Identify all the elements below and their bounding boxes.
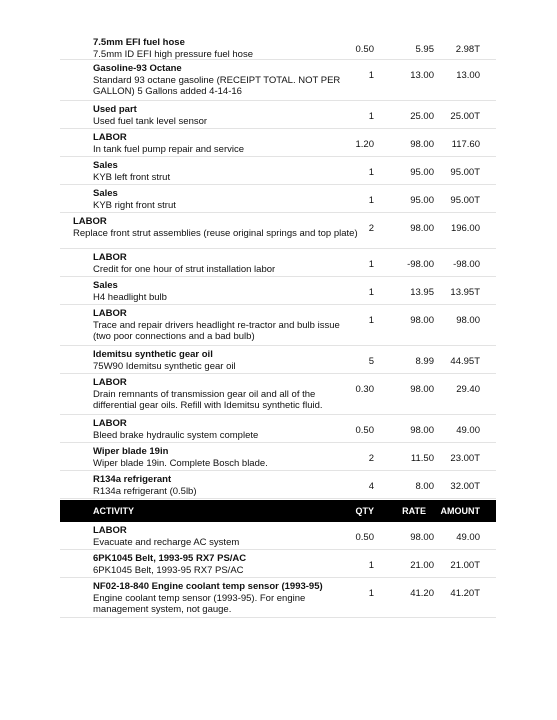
item-detail: Wiper blade 19in. Complete Bosch blade. — [93, 457, 268, 469]
table-row — [60, 522, 496, 550]
item-rate: 8.00 — [415, 481, 434, 492]
item-rate: 25.00 — [410, 111, 434, 122]
item-detail: Drain remnants of transmission gear oil and all of the differential gear oils. Refill with Idemitsu synthetic fluid. — [93, 388, 323, 411]
item-description — [93, 188, 363, 211]
item-rate: 95.00 — [410, 167, 434, 178]
item-amount: 25.00T — [450, 111, 480, 122]
item-description — [93, 349, 363, 372]
item-title: LABOR — [93, 418, 127, 429]
item-qty: 0.50 — [355, 44, 374, 55]
item-amount: 13.95T — [450, 287, 480, 298]
item-rate: 21.00 — [410, 560, 434, 571]
item-qty: 1 — [368, 70, 374, 81]
item-amount: 117.60 — [451, 139, 480, 150]
item-amount: 49.00 — [456, 425, 480, 436]
item-amount: 32.00T — [450, 481, 480, 492]
item-description — [93, 418, 363, 441]
table-row — [60, 443, 496, 471]
item-rate: 13.95 — [410, 287, 434, 298]
item-amount: 196.00 — [450, 223, 480, 234]
item-title: Sales — [93, 160, 118, 171]
item-title: 6PK1045 Belt, 1993-95 RX7 PS/AC — [93, 553, 247, 564]
item-amount: 44.95T — [450, 356, 480, 367]
item-rate: 41.20 — [410, 588, 434, 599]
item-description — [93, 63, 363, 98]
table-row — [60, 185, 496, 213]
item-rate: 98.00 — [410, 532, 434, 543]
item-amount: 95.00T — [450, 167, 480, 178]
item-detail: Evacuate and recharge AC system — [93, 536, 240, 548]
item-rate: 98.00 — [410, 425, 434, 436]
item-qty: 1 — [368, 195, 374, 206]
item-description — [93, 37, 363, 60]
item-title: LABOR — [93, 525, 127, 536]
table-row — [60, 101, 496, 129]
table-row — [60, 60, 496, 101]
item-qty: 1.20 — [355, 139, 374, 150]
item-qty: 1 — [368, 167, 374, 178]
table-row — [60, 415, 496, 443]
item-title: Used part — [93, 104, 137, 115]
item-qty: 1 — [368, 588, 374, 599]
item-detail: Credit for one hour of strut installation labor — [93, 263, 276, 275]
item-detail: Trace and repair drivers headlight re-tractor and bulb issue (two poor connections and a bad bulb) — [93, 319, 340, 342]
item-amount: 21.00T — [450, 560, 480, 571]
item-detail: Used fuel tank level sensor — [93, 115, 208, 127]
item-description — [93, 132, 363, 155]
item-detail: R134a refrigerant (0.5lb) — [93, 485, 197, 497]
column-header-amount: AMOUNT — [440, 506, 480, 516]
item-amount: 98.00 — [456, 315, 480, 326]
item-detail: Bleed brake hydraulic system complete — [93, 429, 259, 441]
item-detail: KYB left front strut — [93, 171, 171, 183]
item-title: LABOR — [73, 216, 107, 227]
item-title: Sales — [93, 188, 118, 199]
item-description — [93, 553, 363, 576]
table-row — [60, 213, 496, 249]
item-description — [93, 581, 363, 616]
item-description — [93, 525, 363, 548]
table-row — [60, 374, 496, 415]
column-header-activity: ACTIVITY — [93, 506, 135, 516]
item-title: LABOR — [93, 377, 127, 388]
item-description — [93, 104, 363, 127]
item-title: LABOR — [93, 132, 127, 143]
table-row — [60, 550, 496, 578]
item-rate: 5.95 — [415, 44, 434, 55]
item-rate: 98.00 — [410, 384, 434, 395]
item-qty: 1 — [368, 315, 374, 326]
item-description — [93, 252, 363, 275]
table-row — [60, 471, 496, 499]
item-title: Sales — [93, 280, 118, 291]
table-row — [60, 277, 496, 305]
item-qty: 2 — [368, 453, 374, 464]
item-amount: -98.00 — [453, 259, 480, 270]
item-amount: 41.20T — [450, 588, 480, 599]
table-row — [60, 129, 496, 157]
item-detail: KYB right front strut — [93, 199, 176, 211]
item-qty: 1 — [368, 111, 374, 122]
item-qty: 5 — [368, 356, 374, 367]
item-title: Gasoline-93 Octane — [93, 63, 182, 74]
item-qty: 0.50 — [355, 532, 374, 543]
item-rate: 11.50 — [410, 453, 434, 464]
item-title: LABOR — [93, 252, 127, 263]
item-description — [93, 280, 363, 303]
item-rate: 98.00 — [410, 315, 434, 326]
item-qty: 0.30 — [355, 384, 374, 395]
item-amount: 23.00T — [450, 453, 480, 464]
item-description — [93, 160, 363, 183]
item-rate: -98.00 — [407, 259, 434, 270]
table-row — [60, 34, 496, 60]
item-rate: 98.00 — [410, 223, 434, 234]
table-row — [60, 346, 496, 374]
item-detail: H4 headlight bulb — [93, 291, 167, 303]
column-header-qty: QTY — [355, 506, 374, 516]
item-qty: 2 — [368, 223, 374, 234]
item-description — [93, 474, 363, 497]
item-qty: 1 — [368, 287, 374, 298]
item-title: LABOR — [93, 308, 127, 319]
item-title: R134a refrigerant — [93, 474, 172, 485]
item-amount: 2.98T — [455, 44, 480, 55]
item-description — [93, 377, 363, 412]
item-rate: 8.99 — [415, 356, 434, 367]
item-qty: 1 — [368, 560, 374, 571]
item-description — [93, 446, 363, 469]
table-row — [60, 305, 496, 346]
column-header-rate: RATE — [402, 506, 426, 516]
table-row — [60, 249, 496, 277]
item-amount: 49.00 — [456, 532, 480, 543]
item-amount: 13.00 — [456, 70, 480, 81]
item-detail: Engine coolant temp sensor (1993-95). For engine management system, not gauge. — [93, 592, 306, 615]
item-rate: 98.00 — [410, 139, 434, 150]
table-row — [60, 578, 496, 618]
item-description — [73, 216, 373, 239]
item-detail: 75W90 Idemitsu synthetic gear oil — [93, 360, 236, 372]
item-detail: 6PK1045 Belt, 1993-95 RX7 PS/AC — [93, 564, 244, 576]
item-title: 7.5mm EFI fuel hose — [93, 37, 185, 48]
item-detail: Standard 93 octane gasoline (RECEIPT TOTAL. NOT PER GALLON) 5 Gallons added 4-14-16 — [93, 74, 341, 97]
item-qty: 0.50 — [355, 425, 374, 436]
item-rate: 13.00 — [410, 70, 434, 81]
item-description — [93, 308, 363, 343]
item-qty: 4 — [368, 481, 374, 492]
line-items-table — [60, 522, 496, 618]
item-title: Idemitsu synthetic gear oil — [93, 349, 213, 360]
item-rate: 95.00 — [410, 195, 434, 206]
table-row — [60, 157, 496, 185]
item-title: Wiper blade 19in — [93, 446, 169, 457]
item-qty: 1 — [368, 259, 374, 270]
table-header — [60, 500, 496, 522]
item-amount: 95.00T — [450, 195, 480, 206]
line-items-table-continued — [60, 34, 496, 499]
item-detail: In tank fuel pump repair and service — [93, 143, 245, 155]
item-detail: 7.5mm ID EFI high pressure fuel hose — [93, 48, 253, 60]
item-title: NF02-18-840 Engine coolant temp sensor (1993-95) — [93, 581, 323, 592]
item-detail: Replace front strut assemblies (reuse original springs and top plate) — [73, 227, 358, 239]
item-amount: 29.40 — [456, 384, 480, 395]
